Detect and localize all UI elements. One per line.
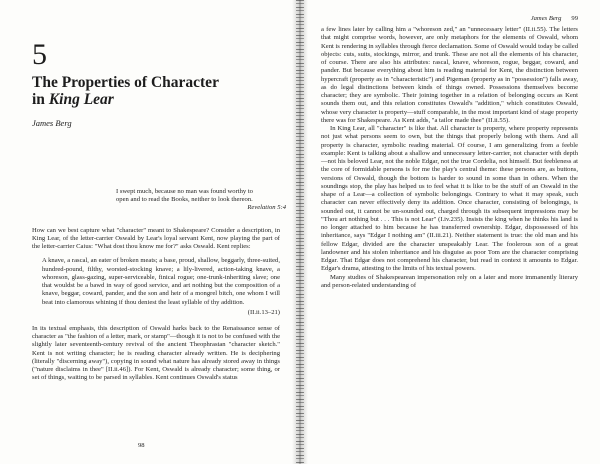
epigraph-line: I swept much, because no man was found worthy to	[116, 188, 253, 195]
body-paragraph: In King Lear, all "character" is like that. All character is property, where property represents not just what persons seem to own, but the things that properly belong with them. And all property is character, symbolic reading material. Of course, I am generalizing from a feeble example: Kent is talking about a shallow and unnecessary letter-carrier, not character with depth—not his beloved Lear, not the noble Edgar, not the true Cordelia, not himself. But feebleness at the core of formidable persons is for me the play's central theme: these persons are, as buttons, versions of Oswald, though the bottom is harder to sound in some than in others. When the soundings stop, the play has helped us to feel what it is like to be the stuff of an Oswald in the shape of a Lear—a collection of symbolic belongings. Contrary to what it may speak, such character can never effectively deny its addition. Once character, consisting of belongings, is sounded out, it cannot be un-sounded out, charged through its subsequent impressions may be "Thou art nothing but . . . This is not Lear" (I.iv.235). Insists the king when he thinks his land is no longer attached to him because he has transferred ownership. Edgar, dispossessed of his inheritance, says "Edgar I nothing am" (II.iii.21). Neither statement is true: the old man and his fellow Edgar, divided are the character unspeakably Lear. The foolerous son of a great landowner and his stolen inheritance and his disguise as poor Tom are the character comprising Edgar. That Edgar does not comprehend his character, but read in context it amounts to Edgar. Edgar's drama, attesting to the limits of his textual powers.	[321, 125, 578, 273]
right-page	[300, 0, 600, 464]
running-head	[321, 15, 578, 22]
epigraph-source: Revelation 5:4	[247, 204, 286, 212]
body-paragraph: a few lines later by calling him a "whoreson zed," an "unnecessary letter" (II.ii.55). The letters that might comprise words, however, are only metaphors for the elements of Oswald, whom Kent is rendering in syllables through fierce declamation. Some of Oswald would today be called objects: cuts, suits, stockings, mirror, and trunk. These are not all the elements of his character, of course. There are also his attributes: rascal, knave, whoreson, rogue, beggar, coward, and pander. But because everything about him is reading material for Kent, the distinction between hypercraft (property as in "characteristic") and Pigeman (property as in "possession") falls away, as do legal distinctions between kinds of things owned. Possessions themselves become character; they are symbolic. Their joining together in a relation of belonging occurs as Kent sounds them out, and this relation constitutes Oswald's "addition," which constitutes Oswald, whose very character is property—stuff comparable, in the most important kind of stage property there was for Shakespeare. As Kent adds, "a tailor made thee" (II.ii.55).	[321, 26, 578, 124]
chapter-number: 5	[32, 38, 47, 71]
chapter-title-italic: King Lear	[48, 91, 114, 108]
body-paragraph: How can we best capture what "character" meant to Shakespeare? Consider a description, in King Lear, of the letter-carrier Oswald by Lear's loyal servant Kent, now playing the part of the letter-carrier Caius: "What dost thou know me for?" asks Oswald. Kent replies:	[32, 226, 280, 251]
epigraph-line: open and to read the Books, neither to look thereon.	[116, 196, 253, 204]
body-paragraph: Many studies of Shakespearean impersonation rely on a later and more immanently literary and person-related understanding of	[321, 273, 578, 289]
chapter-title-line-1: The Properties of Character	[32, 74, 219, 91]
body-paragraph: In its textual emphasis, this description of Oswald harks back to the Renaissance sense of character as "the fashion of a letter, mark, or stamp"—though it is not to be confused with the slightly later seventeenth-century revival of the ancient Theophrastan "character sketch." Kent is not writing character; he is reading character already written. He is deciphering (literally "discerning away"), copying in sound what nature has already stored away in things ("nature disclaims in thee" [II.ii.46]). For Kent, Oswald is already character; some thing, or set of things, waiting to be parsed in syllables. Kent continues Oswald's status	[32, 324, 280, 382]
chapter-author: James Berg	[32, 118, 72, 128]
page-number: 99	[571, 15, 578, 22]
block-quote-citation: (II.ii.13–21)	[247, 308, 280, 316]
page-number: 98	[138, 442, 145, 449]
running-head-author: James Berg	[530, 15, 562, 22]
chapter-title-line-2: in	[32, 91, 49, 108]
epigraph	[116, 188, 286, 213]
block-quote: A knave, a rascal, an eater of broken meats; a base, proud, shallow, beggarly, three-suited, hundred-pound, filthy, worsted-stocking knave; a lily-livered, action-taking knave, a whoreson, glass-gazing, super-serviceable, finical rogue; one-trunk-inheriting slave; one that wouldst be a bawd in way of good service, and art nothing but the composition of a knave, beggar, coward, pander, and the son and heir of a mongrel bitch, one whom I will beat into clamorous whining if thou deniest the least syllable of thy addition.	[42, 257, 280, 306]
chapter-title	[32, 74, 280, 108]
